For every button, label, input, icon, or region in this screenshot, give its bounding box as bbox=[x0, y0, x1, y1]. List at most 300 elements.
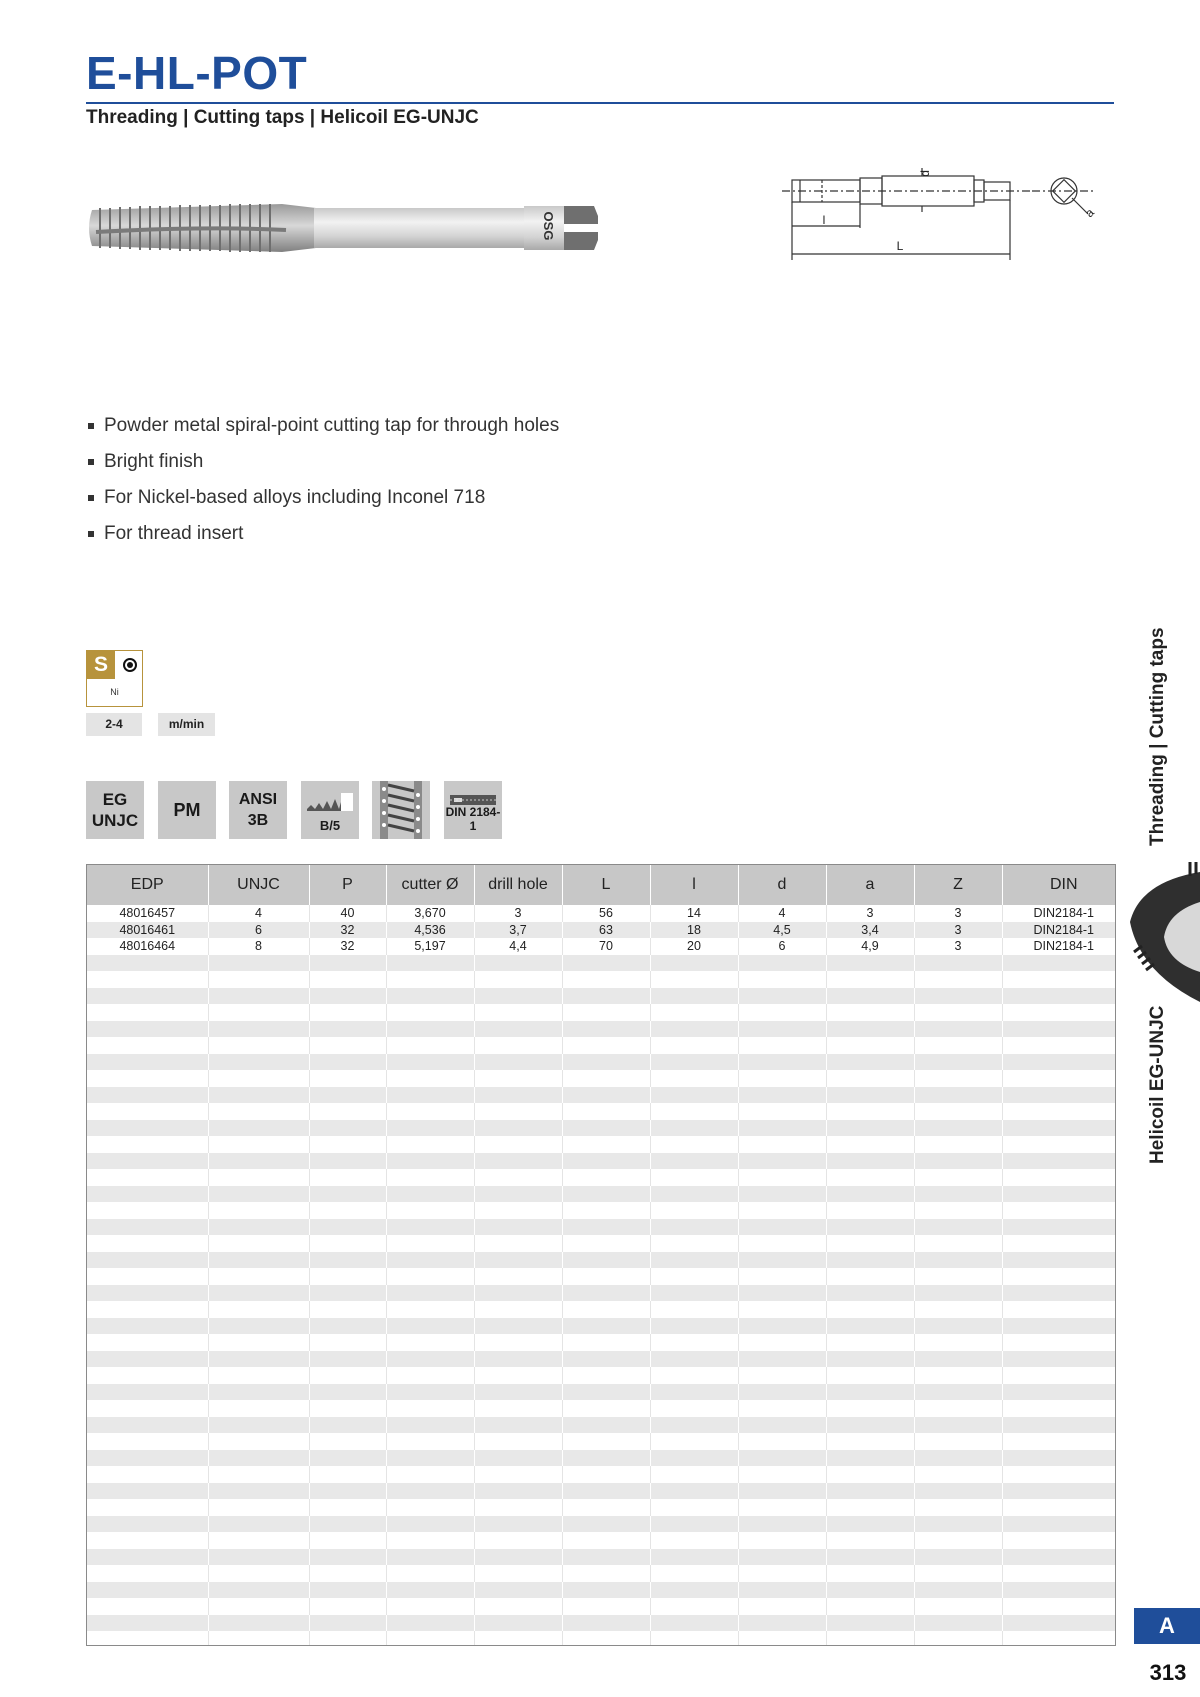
empty-cell bbox=[386, 1285, 474, 1302]
empty-cell bbox=[208, 1483, 309, 1500]
empty-cell bbox=[1002, 1219, 1116, 1236]
empty-cell bbox=[914, 1631, 1002, 1646]
empty-cell bbox=[309, 1318, 386, 1335]
empty-cell bbox=[474, 1598, 562, 1615]
empty-cell bbox=[738, 1367, 826, 1384]
empty-cell bbox=[386, 1367, 474, 1384]
empty-table-row bbox=[87, 1450, 1116, 1467]
empty-cell bbox=[386, 1153, 474, 1170]
empty-cell bbox=[208, 1400, 309, 1417]
empty-cell bbox=[208, 955, 309, 972]
empty-cell bbox=[474, 1070, 562, 1087]
empty-cell bbox=[650, 1450, 738, 1467]
empty-cell bbox=[562, 988, 650, 1005]
empty-cell bbox=[826, 1367, 914, 1384]
empty-cell bbox=[309, 1351, 386, 1368]
empty-cell bbox=[562, 1021, 650, 1038]
empty-cell bbox=[914, 1301, 1002, 1318]
empty-cell bbox=[826, 1615, 914, 1632]
empty-cell bbox=[562, 1450, 650, 1467]
empty-cell bbox=[309, 1153, 386, 1170]
empty-table-row bbox=[87, 1565, 1116, 1582]
cell-drill-hole: 4,4 bbox=[474, 938, 562, 955]
empty-cell bbox=[208, 1318, 309, 1335]
empty-cell bbox=[738, 1598, 826, 1615]
empty-cell bbox=[474, 1021, 562, 1038]
empty-cell bbox=[1002, 971, 1116, 988]
empty-cell bbox=[914, 1499, 1002, 1516]
empty-cell bbox=[87, 988, 208, 1005]
empty-cell bbox=[386, 1516, 474, 1533]
feature-item: Bright finish bbox=[88, 444, 559, 480]
empty-cell bbox=[738, 955, 826, 972]
empty-cell bbox=[914, 988, 1002, 1005]
empty-cell bbox=[914, 1334, 1002, 1351]
empty-cell bbox=[914, 1367, 1002, 1384]
cell-L: 70 bbox=[562, 938, 650, 955]
empty-cell bbox=[386, 1202, 474, 1219]
column-header: drill hole bbox=[474, 865, 562, 905]
empty-cell bbox=[914, 1549, 1002, 1566]
empty-cell bbox=[208, 1153, 309, 1170]
empty-cell bbox=[309, 1054, 386, 1071]
empty-cell bbox=[914, 1532, 1002, 1549]
material-group: S bbox=[87, 651, 115, 679]
empty-cell bbox=[650, 1499, 738, 1516]
empty-cell bbox=[87, 1466, 208, 1483]
empty-cell bbox=[386, 971, 474, 988]
column-header: Z bbox=[914, 865, 1002, 905]
empty-cell bbox=[386, 1021, 474, 1038]
empty-cell bbox=[474, 1351, 562, 1368]
empty-cell bbox=[309, 1186, 386, 1203]
cutting-speed-value: 2-4 bbox=[86, 713, 142, 736]
empty-cell bbox=[650, 1285, 738, 1302]
empty-cell bbox=[914, 1103, 1002, 1120]
empty-cell bbox=[1002, 1417, 1116, 1434]
empty-cell bbox=[474, 1433, 562, 1450]
empty-cell bbox=[562, 1334, 650, 1351]
drawing-label-a: a bbox=[1082, 205, 1097, 221]
empty-cell bbox=[562, 1417, 650, 1434]
empty-cell bbox=[826, 1565, 914, 1582]
empty-cell bbox=[87, 1367, 208, 1384]
empty-cell bbox=[208, 1367, 309, 1384]
empty-cell bbox=[1002, 1318, 1116, 1335]
empty-cell bbox=[386, 1301, 474, 1318]
side-tool-graphic bbox=[1130, 862, 1200, 1012]
empty-cell bbox=[562, 1120, 650, 1137]
feature-item: For thread insert bbox=[88, 516, 559, 552]
empty-cell bbox=[738, 1301, 826, 1318]
empty-cell bbox=[1002, 1499, 1116, 1516]
empty-cell bbox=[914, 1615, 1002, 1632]
empty-cell bbox=[1002, 1351, 1116, 1368]
title-divider bbox=[86, 102, 1114, 104]
empty-cell bbox=[562, 1070, 650, 1087]
empty-cell bbox=[1002, 1466, 1116, 1483]
empty-cell bbox=[474, 1450, 562, 1467]
column-header: UNJC bbox=[208, 865, 309, 905]
empty-cell bbox=[386, 1268, 474, 1285]
empty-cell bbox=[474, 1153, 562, 1170]
empty-cell bbox=[309, 1483, 386, 1500]
empty-table-row bbox=[87, 1054, 1116, 1071]
column-header: EDP bbox=[87, 865, 208, 905]
cell-l: 18 bbox=[650, 922, 738, 939]
empty-cell bbox=[826, 1153, 914, 1170]
empty-cell bbox=[738, 1615, 826, 1632]
cell-edp: 48016461 bbox=[87, 922, 208, 939]
empty-cell bbox=[650, 1169, 738, 1186]
empty-table-row bbox=[87, 1037, 1116, 1054]
empty-cell bbox=[914, 1598, 1002, 1615]
empty-cell bbox=[650, 1136, 738, 1153]
empty-table-row bbox=[87, 1367, 1116, 1384]
empty-cell bbox=[474, 1219, 562, 1236]
empty-cell bbox=[738, 1037, 826, 1054]
table-row bbox=[87, 922, 1116, 939]
empty-cell bbox=[474, 1103, 562, 1120]
empty-cell bbox=[1002, 1598, 1116, 1615]
empty-cell bbox=[914, 1417, 1002, 1434]
empty-cell bbox=[309, 1070, 386, 1087]
empty-cell bbox=[650, 1070, 738, 1087]
feature-item: Powder metal spiral-point cutting tap for through holes bbox=[88, 408, 559, 444]
empty-cell bbox=[1002, 1202, 1116, 1219]
empty-cell bbox=[738, 1235, 826, 1252]
empty-cell bbox=[208, 1598, 309, 1615]
empty-cell bbox=[562, 1004, 650, 1021]
empty-table-row bbox=[87, 1516, 1116, 1533]
empty-cell bbox=[914, 971, 1002, 988]
empty-cell bbox=[87, 1433, 208, 1450]
empty-cell bbox=[826, 1532, 914, 1549]
empty-table-row bbox=[87, 1021, 1116, 1038]
empty-cell bbox=[474, 1384, 562, 1401]
empty-cell bbox=[914, 1252, 1002, 1269]
empty-cell bbox=[650, 971, 738, 988]
empty-cell bbox=[87, 1301, 208, 1318]
empty-cell bbox=[309, 1169, 386, 1186]
empty-cell bbox=[309, 1532, 386, 1549]
cell-z: 3 bbox=[914, 905, 1002, 922]
empty-cell bbox=[562, 1136, 650, 1153]
empty-cell bbox=[562, 1169, 650, 1186]
cell-din: DIN2184-1 bbox=[1002, 905, 1116, 922]
empty-cell bbox=[562, 1037, 650, 1054]
empty-table-row bbox=[87, 1087, 1116, 1104]
page-subtitle: Threading | Cutting taps | Helicoil EG-UNJC bbox=[86, 107, 479, 128]
empty-cell bbox=[826, 988, 914, 1005]
empty-cell bbox=[826, 1087, 914, 1104]
empty-cell bbox=[309, 1136, 386, 1153]
empty-cell bbox=[474, 1532, 562, 1549]
empty-cell bbox=[208, 1070, 309, 1087]
empty-table-row bbox=[87, 1549, 1116, 1566]
cell-a: 3 bbox=[826, 905, 914, 922]
empty-cell bbox=[1002, 1037, 1116, 1054]
empty-cell bbox=[87, 1070, 208, 1087]
empty-cell bbox=[87, 1235, 208, 1252]
empty-cell bbox=[738, 1054, 826, 1071]
empty-cell bbox=[650, 1120, 738, 1137]
empty-cell bbox=[208, 1219, 309, 1236]
empty-cell bbox=[914, 1136, 1002, 1153]
din-standard-icon bbox=[444, 781, 502, 839]
empty-cell bbox=[562, 1367, 650, 1384]
empty-cell bbox=[309, 1367, 386, 1384]
cell-edp: 48016464 bbox=[87, 938, 208, 955]
empty-cell bbox=[386, 988, 474, 1005]
cell-a: 4,9 bbox=[826, 938, 914, 955]
empty-cell bbox=[208, 1631, 309, 1646]
empty-cell bbox=[826, 1516, 914, 1533]
empty-cell bbox=[386, 1598, 474, 1615]
empty-cell bbox=[474, 1466, 562, 1483]
column-header: DIN bbox=[1002, 865, 1116, 905]
empty-cell bbox=[87, 1004, 208, 1021]
empty-cell bbox=[474, 955, 562, 972]
table-row bbox=[87, 938, 1116, 955]
empty-cell bbox=[1002, 1252, 1116, 1269]
empty-cell bbox=[650, 988, 738, 1005]
empty-cell bbox=[386, 1400, 474, 1417]
page-title: E-HL-POT bbox=[86, 47, 308, 99]
empty-cell bbox=[826, 1103, 914, 1120]
empty-cell bbox=[738, 1021, 826, 1038]
empty-cell bbox=[474, 1334, 562, 1351]
empty-table-row bbox=[87, 1252, 1116, 1269]
empty-cell bbox=[738, 1516, 826, 1533]
empty-cell bbox=[650, 1301, 738, 1318]
empty-cell bbox=[208, 1466, 309, 1483]
empty-cell bbox=[309, 1202, 386, 1219]
empty-cell bbox=[208, 988, 309, 1005]
empty-cell bbox=[914, 1087, 1002, 1104]
column-header: l bbox=[650, 865, 738, 905]
empty-cell bbox=[87, 1549, 208, 1566]
empty-cell bbox=[738, 1136, 826, 1153]
empty-table-row bbox=[87, 1400, 1116, 1417]
feature-item: For Nickel-based alloys including Inconel 718 bbox=[88, 480, 559, 516]
empty-table-row bbox=[87, 1351, 1116, 1368]
empty-cell bbox=[208, 1087, 309, 1104]
empty-table-row bbox=[87, 1120, 1116, 1137]
spiral-point-icon bbox=[372, 781, 430, 839]
empty-cell bbox=[1002, 1153, 1116, 1170]
empty-cell bbox=[1002, 1235, 1116, 1252]
empty-cell bbox=[562, 1252, 650, 1269]
empty-cell bbox=[650, 1202, 738, 1219]
empty-cell bbox=[386, 1136, 474, 1153]
empty-cell bbox=[738, 1582, 826, 1599]
material-pm-label: PM bbox=[173, 800, 201, 820]
empty-cell bbox=[738, 1450, 826, 1467]
empty-cell bbox=[386, 1532, 474, 1549]
empty-cell bbox=[826, 1450, 914, 1467]
empty-cell bbox=[562, 1301, 650, 1318]
empty-cell bbox=[208, 1268, 309, 1285]
empty-cell bbox=[738, 1285, 826, 1302]
empty-cell bbox=[826, 1252, 914, 1269]
cell-edp: 48016457 bbox=[87, 905, 208, 922]
empty-table-row bbox=[87, 1433, 1116, 1450]
empty-table-row bbox=[87, 1153, 1116, 1170]
empty-cell bbox=[474, 988, 562, 1005]
empty-cell bbox=[208, 1582, 309, 1599]
empty-cell bbox=[208, 1004, 309, 1021]
empty-cell bbox=[650, 1235, 738, 1252]
empty-cell bbox=[208, 1054, 309, 1071]
empty-cell bbox=[208, 1285, 309, 1302]
empty-table-row bbox=[87, 1186, 1116, 1203]
empty-cell bbox=[386, 1004, 474, 1021]
product-table bbox=[86, 864, 1116, 1646]
empty-cell bbox=[309, 1499, 386, 1516]
empty-cell bbox=[87, 1037, 208, 1054]
empty-cell bbox=[914, 1516, 1002, 1533]
empty-cell bbox=[650, 1037, 738, 1054]
empty-cell bbox=[738, 1004, 826, 1021]
empty-cell bbox=[87, 1582, 208, 1599]
empty-cell bbox=[309, 1301, 386, 1318]
column-header: cutter Ø bbox=[386, 865, 474, 905]
cell-p: 40 bbox=[309, 905, 386, 922]
cell-drill-hole: 3 bbox=[474, 905, 562, 922]
cell-unjc: 8 bbox=[208, 938, 309, 955]
empty-cell bbox=[738, 1103, 826, 1120]
empty-cell bbox=[386, 1219, 474, 1236]
empty-cell bbox=[87, 1169, 208, 1186]
empty-cell bbox=[386, 1549, 474, 1566]
empty-cell bbox=[386, 1450, 474, 1467]
empty-cell bbox=[914, 1400, 1002, 1417]
cell-L: 56 bbox=[562, 905, 650, 922]
empty-cell bbox=[738, 1549, 826, 1566]
empty-cell bbox=[1002, 1631, 1116, 1646]
empty-cell bbox=[474, 1301, 562, 1318]
empty-cell bbox=[914, 1219, 1002, 1236]
empty-cell bbox=[826, 1186, 914, 1203]
empty-table-row bbox=[87, 1598, 1116, 1615]
empty-cell bbox=[914, 1235, 1002, 1252]
page-number: 313 bbox=[1149, 1660, 1187, 1685]
empty-table-row bbox=[87, 971, 1116, 988]
empty-cell bbox=[309, 1598, 386, 1615]
empty-cell bbox=[386, 1037, 474, 1054]
empty-table-row bbox=[87, 1615, 1116, 1632]
empty-table-row bbox=[87, 1285, 1116, 1302]
empty-cell bbox=[562, 1186, 650, 1203]
empty-cell bbox=[208, 1384, 309, 1401]
empty-cell bbox=[826, 1318, 914, 1335]
empty-cell bbox=[914, 1384, 1002, 1401]
cell-din: DIN2184-1 bbox=[1002, 938, 1116, 955]
empty-cell bbox=[562, 1615, 650, 1632]
empty-cell bbox=[474, 1516, 562, 1533]
cell-a: 3,4 bbox=[826, 922, 914, 939]
empty-cell bbox=[650, 1367, 738, 1384]
empty-cell bbox=[826, 1466, 914, 1483]
empty-cell bbox=[1002, 1268, 1116, 1285]
empty-cell bbox=[309, 1004, 386, 1021]
empty-cell bbox=[208, 1037, 309, 1054]
empty-cell bbox=[1002, 1367, 1116, 1384]
empty-cell bbox=[208, 1499, 309, 1516]
empty-cell bbox=[208, 1120, 309, 1137]
empty-cell bbox=[650, 955, 738, 972]
empty-cell bbox=[1002, 1136, 1116, 1153]
empty-cell bbox=[309, 1334, 386, 1351]
technical-drawing bbox=[782, 168, 1114, 280]
empty-cell bbox=[562, 1318, 650, 1335]
empty-cell bbox=[386, 1565, 474, 1582]
empty-cell bbox=[650, 1351, 738, 1368]
empty-cell bbox=[826, 1301, 914, 1318]
cell-d: 4 bbox=[738, 905, 826, 922]
empty-cell bbox=[562, 1384, 650, 1401]
material-pm-icon bbox=[158, 781, 216, 839]
cell-cutter: 3,670 bbox=[386, 905, 474, 922]
empty-cell bbox=[650, 1615, 738, 1632]
empty-table-row bbox=[87, 1532, 1116, 1549]
empty-cell bbox=[208, 1433, 309, 1450]
empty-cell bbox=[650, 1268, 738, 1285]
empty-cell bbox=[87, 1021, 208, 1038]
empty-cell bbox=[914, 1037, 1002, 1054]
empty-table-row bbox=[87, 1499, 1116, 1516]
empty-cell bbox=[650, 1318, 738, 1335]
empty-cell bbox=[914, 1450, 1002, 1467]
empty-cell bbox=[562, 1087, 650, 1104]
empty-cell bbox=[1002, 1004, 1116, 1021]
empty-cell bbox=[650, 1565, 738, 1582]
table-header-row bbox=[87, 865, 1116, 905]
empty-cell bbox=[474, 1004, 562, 1021]
empty-cell bbox=[87, 1153, 208, 1170]
empty-cell bbox=[87, 1318, 208, 1335]
empty-cell bbox=[826, 1219, 914, 1236]
empty-cell bbox=[208, 1417, 309, 1434]
empty-cell bbox=[1002, 1565, 1116, 1582]
empty-cell bbox=[1002, 1301, 1116, 1318]
column-header: L bbox=[562, 865, 650, 905]
empty-cell bbox=[826, 1268, 914, 1285]
empty-cell bbox=[87, 1285, 208, 1302]
empty-cell bbox=[826, 1202, 914, 1219]
cell-p: 32 bbox=[309, 922, 386, 939]
side-label-product: Helicoil EG-UNJC bbox=[1147, 1005, 1168, 1164]
empty-cell bbox=[738, 1499, 826, 1516]
empty-cell bbox=[309, 971, 386, 988]
empty-cell bbox=[562, 955, 650, 972]
empty-cell bbox=[738, 1268, 826, 1285]
din-standard-label: DIN 2184-1 bbox=[445, 805, 501, 833]
empty-cell bbox=[309, 1235, 386, 1252]
empty-cell bbox=[87, 1400, 208, 1417]
empty-cell bbox=[208, 1186, 309, 1203]
empty-cell bbox=[87, 1186, 208, 1203]
chamfer-icon bbox=[301, 781, 359, 839]
empty-cell bbox=[650, 1483, 738, 1500]
empty-cell bbox=[562, 1466, 650, 1483]
empty-cell bbox=[562, 1235, 650, 1252]
section-tab[interactable]: A bbox=[1134, 1608, 1200, 1644]
empty-cell bbox=[386, 1483, 474, 1500]
tool-engraving: OSG bbox=[541, 211, 556, 241]
empty-cell bbox=[738, 1087, 826, 1104]
